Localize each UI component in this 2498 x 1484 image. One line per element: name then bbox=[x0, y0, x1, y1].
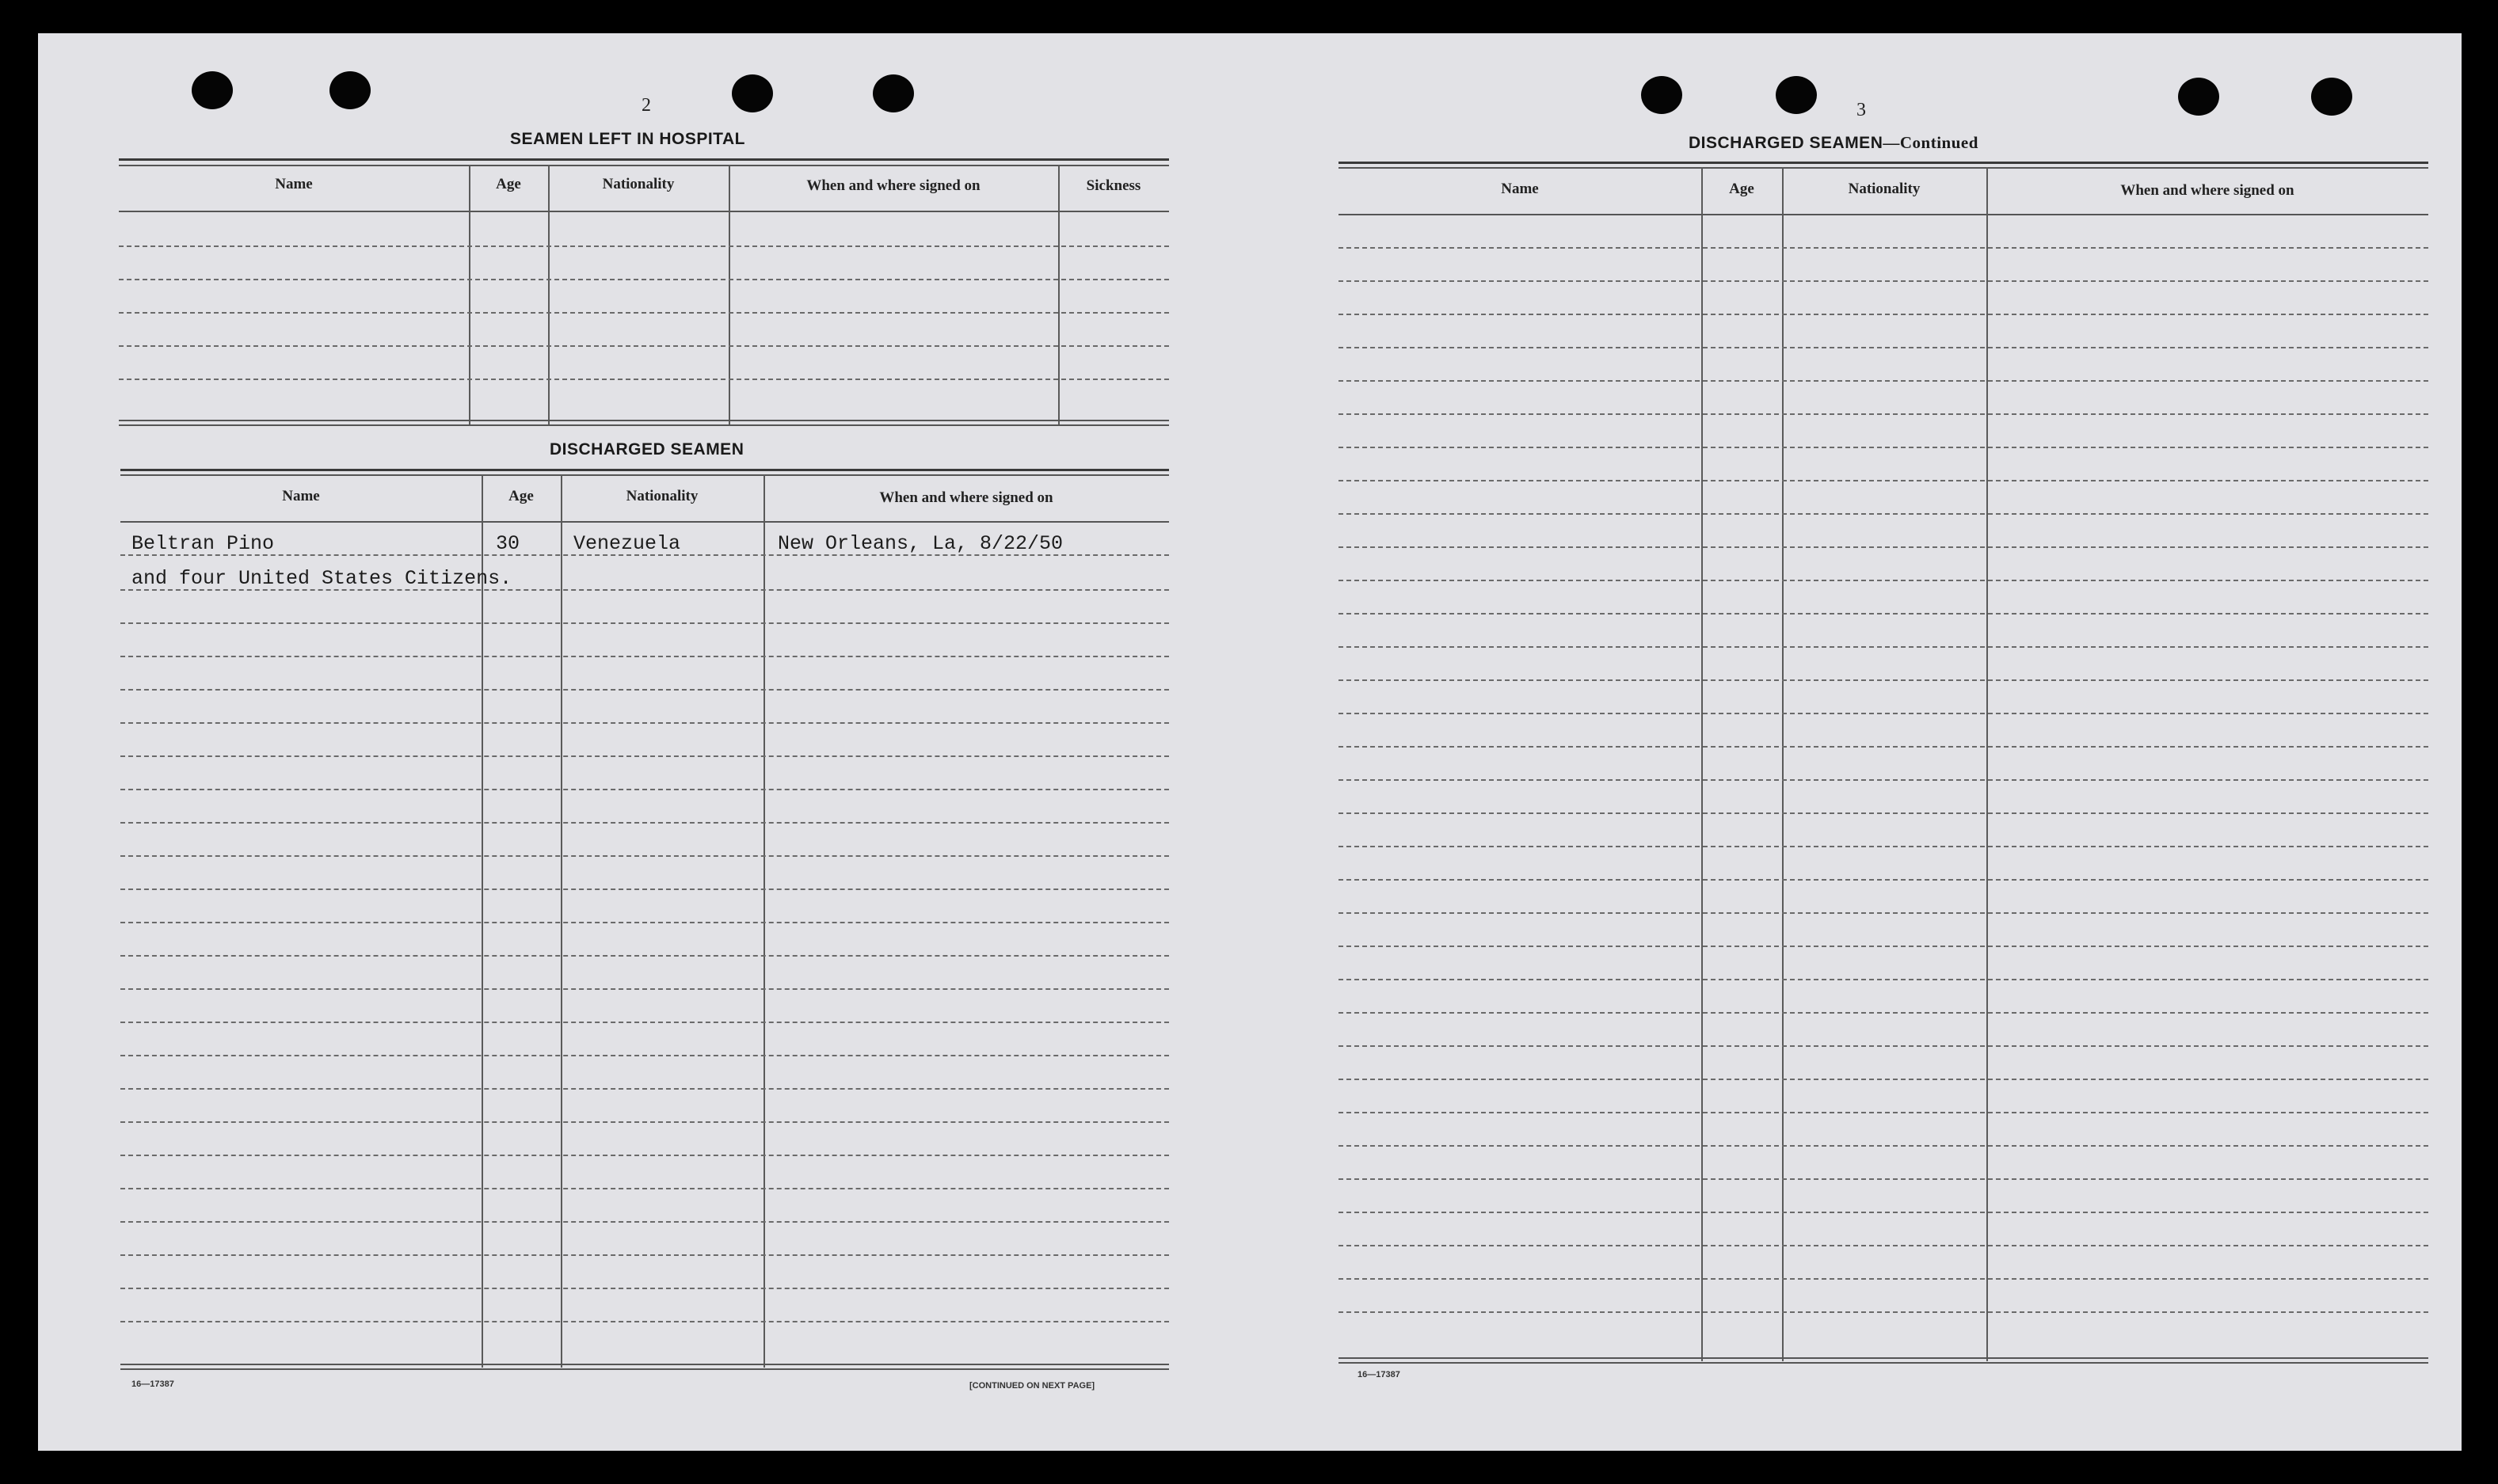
table-row bbox=[1338, 613, 2428, 615]
table-row bbox=[1338, 779, 2428, 781]
table-row bbox=[120, 1254, 1169, 1256]
discharged-table-left bbox=[120, 469, 1169, 1379]
table-row bbox=[120, 955, 1169, 957]
hospital-col-signed-on: When and where signed on bbox=[806, 177, 981, 194]
table-row bbox=[1338, 846, 2428, 847]
table-row bbox=[1338, 912, 2428, 914]
punch-hole bbox=[2178, 78, 2219, 116]
page-number-left: 2 bbox=[642, 95, 651, 116]
continued-col-nationality: Nationality bbox=[1848, 181, 1921, 197]
table-row bbox=[1338, 413, 2428, 415]
table-row bbox=[1338, 1012, 2428, 1014]
table-row bbox=[120, 622, 1169, 624]
punch-hole bbox=[329, 71, 371, 109]
page-number-right: 3 bbox=[1856, 100, 1866, 120]
table-row bbox=[1338, 746, 2428, 748]
table-row bbox=[1338, 347, 2428, 348]
seaman-age: 30 bbox=[496, 532, 520, 555]
table-row bbox=[1338, 1145, 2428, 1147]
seaman-name: Beltran Pino bbox=[131, 532, 275, 555]
seaman-note: and four United States Citizens. bbox=[131, 567, 512, 590]
table-row bbox=[120, 822, 1169, 824]
table-row bbox=[120, 1188, 1169, 1189]
table-row bbox=[119, 345, 1169, 347]
hospital-col-nationality: Nationality bbox=[602, 176, 675, 192]
table-row bbox=[119, 279, 1169, 280]
table-row bbox=[120, 888, 1169, 890]
punch-hole bbox=[192, 71, 233, 109]
table-row bbox=[1338, 380, 2428, 382]
punch-hole bbox=[1776, 76, 1817, 114]
table-row bbox=[120, 689, 1169, 691]
table-row bbox=[1338, 979, 2428, 980]
table-row bbox=[1338, 646, 2428, 648]
table-row bbox=[120, 855, 1169, 857]
table-row bbox=[120, 722, 1169, 724]
table-row bbox=[119, 245, 1169, 247]
table-row bbox=[1338, 1311, 2428, 1313]
discharged-table-right bbox=[1338, 162, 2428, 1397]
table-row bbox=[120, 1088, 1169, 1090]
table-row bbox=[1338, 713, 2428, 714]
hospital-col-name: Name bbox=[275, 176, 313, 192]
discharged-col-signed-on: When and where signed on bbox=[879, 489, 1053, 506]
discharged-col-age: Age bbox=[508, 488, 534, 504]
continued-col-signed-on: When and where signed on bbox=[2120, 182, 2294, 199]
table-row bbox=[1338, 513, 2428, 515]
table-row bbox=[120, 1155, 1169, 1156]
table-row bbox=[1338, 1178, 2428, 1180]
punch-hole bbox=[1641, 76, 1682, 114]
discharged-section-title-right bbox=[1689, 133, 1978, 153]
table-row bbox=[1338, 1112, 2428, 1113]
table-row bbox=[1338, 480, 2428, 481]
seaman-nationality: Venezuela bbox=[573, 532, 681, 555]
discharged-col-nationality: Nationality bbox=[626, 488, 699, 504]
table-row bbox=[1338, 546, 2428, 548]
table-row bbox=[1338, 314, 2428, 315]
punch-hole bbox=[873, 74, 914, 112]
hospital-col-sickness: Sickness bbox=[1086, 177, 1141, 194]
table-row bbox=[1338, 447, 2428, 448]
continued-col-name: Name bbox=[1501, 181, 1539, 197]
table-row bbox=[1338, 1045, 2428, 1047]
table-row bbox=[120, 1221, 1169, 1223]
table-row bbox=[1338, 1245, 2428, 1246]
seaman-signed-on: New Orleans, La, 8/22/50 bbox=[778, 532, 1064, 555]
table-row bbox=[1338, 812, 2428, 814]
form-number-right: 16—17387 bbox=[1358, 1370, 1400, 1379]
continued-note: [CONTINUED ON NEXT PAGE] bbox=[969, 1381, 1095, 1391]
table-row bbox=[120, 1288, 1169, 1289]
table-row bbox=[1338, 1079, 2428, 1080]
table-row bbox=[120, 589, 1169, 591]
continued-col-age: Age bbox=[1729, 181, 1754, 197]
hospital-table bbox=[119, 158, 1169, 456]
table-row bbox=[119, 379, 1169, 380]
table-row bbox=[1338, 1212, 2428, 1213]
table-row bbox=[120, 656, 1169, 657]
table-row bbox=[120, 554, 1169, 556]
table-row bbox=[120, 988, 1169, 990]
table-row bbox=[1338, 946, 2428, 947]
table-row bbox=[1338, 1278, 2428, 1280]
punch-hole bbox=[2311, 78, 2352, 116]
table-row bbox=[119, 312, 1169, 314]
table-row bbox=[1338, 679, 2428, 681]
table-row bbox=[1338, 580, 2428, 581]
table-row bbox=[120, 1022, 1169, 1023]
table-row bbox=[1338, 879, 2428, 881]
table-row bbox=[120, 922, 1169, 923]
table-row bbox=[120, 755, 1169, 757]
hospital-col-age: Age bbox=[496, 176, 521, 192]
table-row bbox=[120, 1055, 1169, 1056]
discharged-title-main: DISCHARGED SEAMEN bbox=[1689, 134, 1883, 152]
document-sheet bbox=[38, 33, 2462, 1451]
discharged-title-continued: —Continued bbox=[1883, 133, 1978, 152]
table-row bbox=[120, 1321, 1169, 1322]
table-row bbox=[120, 789, 1169, 790]
table-row bbox=[1338, 247, 2428, 249]
punch-hole bbox=[732, 74, 773, 112]
form-number-left: 16—17387 bbox=[131, 1379, 174, 1389]
hospital-section-title: SEAMEN LEFT IN HOSPITAL bbox=[510, 130, 745, 148]
discharged-section-title-left: DISCHARGED SEAMEN bbox=[550, 440, 744, 459]
table-row bbox=[1338, 280, 2428, 282]
table-row bbox=[120, 1121, 1169, 1123]
discharged-col-name: Name bbox=[282, 488, 320, 504]
